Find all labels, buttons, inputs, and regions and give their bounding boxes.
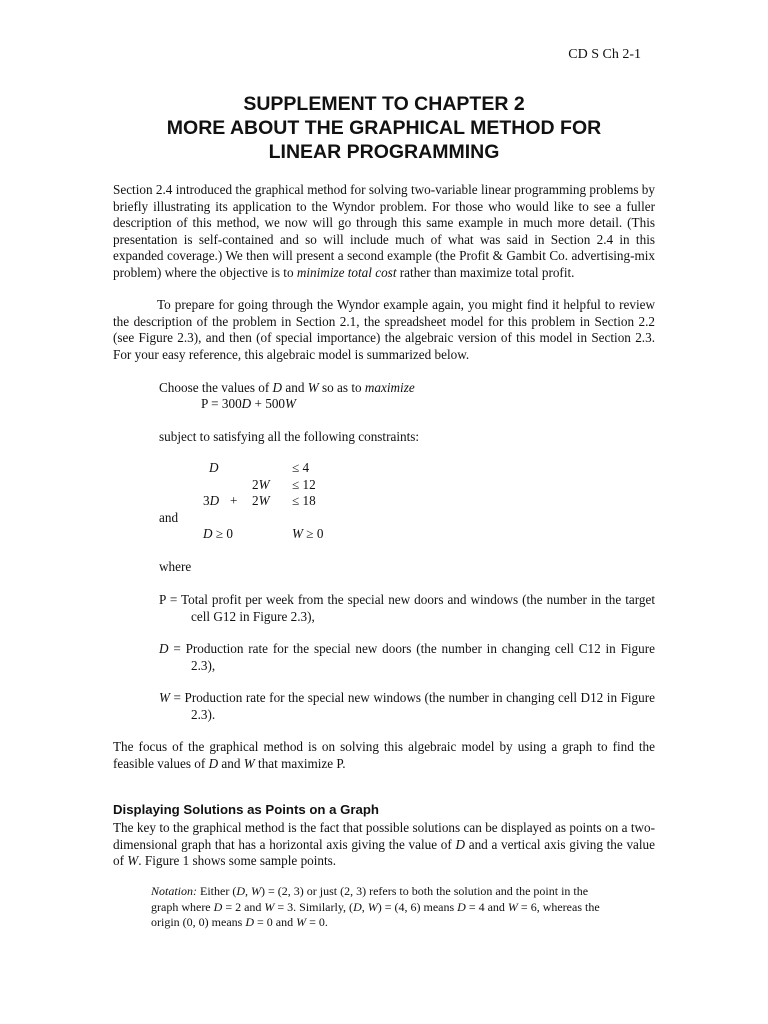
text-fragment: and	[218, 755, 244, 771]
maximize-emphasis: maximize	[364, 380, 415, 395]
definition-w	[159, 690, 655, 723]
text-fragment: ≥ 0	[212, 526, 233, 541]
page-header: CD S Ch 2-1	[568, 47, 641, 62]
objective-statement	[159, 380, 415, 397]
text-fragment: ) = (2, 3) or just (2, 3) refers to both the solution and the point in the graph where	[151, 884, 589, 914]
definition-text: = Production rate for the special new windows (the number in changing cell D12 in Figure 2.3).	[170, 690, 655, 722]
variable-w: W	[507, 899, 518, 914]
text-fragment: = 0 and	[253, 915, 297, 930]
text-fragment: and	[282, 380, 308, 395]
variable-w: W	[307, 380, 319, 395]
text-fragment: ) = (4, 6) means	[377, 899, 458, 914]
where-label: where	[159, 559, 192, 574]
variable-d: D	[353, 899, 362, 914]
constraint-2-lhs	[252, 477, 270, 493]
symbol-d: D	[159, 641, 169, 656]
variable-w: W	[251, 884, 262, 898]
intro-paragraph-1	[113, 182, 655, 282]
intro-text-a: Section 2.4 introduced the graphical method for solving two-variable linear programming problems by briefly illustrating its application to the Wyndor problem. For those who would like to see a fuller description of this method, we now will go through this same example in much more detail. (This presentation is self-contained and so will include much of what was said in Section 2.4 in this expanded coverage.) We then will present a second example (the Profit & Gambit Co. advertising-mix problem) where the objective is to	[113, 182, 655, 280]
definition-p	[159, 592, 655, 625]
title-line-3: LINEAR PROGRAMMING	[268, 141, 500, 163]
text-fragment: Either (	[197, 884, 237, 898]
definition-d	[159, 641, 655, 674]
text-fragment: + 500	[251, 396, 286, 411]
notation-label: Notation:	[151, 884, 198, 898]
constraint-1-rhs: ≤ 4	[292, 460, 310, 475]
text-fragment: = 6, whereas the origin (0, 0) means	[151, 899, 600, 930]
title-line-1: SUPPLEMENT TO CHAPTER 2	[243, 93, 525, 115]
text-fragment: ,	[245, 884, 252, 898]
variable-d: D	[245, 915, 254, 930]
nonneg-d	[203, 526, 233, 542]
text-fragment: so as to	[318, 380, 365, 395]
definition-text: = Total profit per week from the special new doors and windows (the number in the target cell G12 in Figure 2.3),	[165, 592, 655, 624]
minimize-total-cost-emphasis: minimize total cost	[296, 264, 397, 280]
text-fragment: = 3. Similarly, (	[274, 899, 354, 914]
text-fragment: ≥ 0	[303, 526, 324, 541]
text-fragment: The focus of the graphical method is on solving this algebraic model by using a graph to find the feasible values of	[113, 739, 655, 771]
symbol-w: W	[159, 690, 170, 705]
constraint-3-w-term	[252, 493, 270, 509]
text-fragment: that maximize P.	[254, 755, 346, 771]
variable-d: D	[236, 884, 246, 898]
variable-w: W	[367, 899, 378, 914]
text-fragment: Choose the values of	[159, 380, 273, 395]
intro-text-b: rather than maximize total profit.	[396, 264, 575, 280]
variable-w: W	[127, 853, 139, 869]
nonneg-w	[292, 526, 323, 542]
text-fragment: 3	[203, 493, 210, 508]
text-fragment: and a vertical axis giving the value of	[113, 836, 655, 869]
intro-paragraph-2: To prepare for going through the Wyndor example again, you might find it helpful to review the description of the problem in Section 2.1, the spreadsheet model for this problem in Section 2.2 (see Figure 2.3), and then (of special importance) the algebraic version of this model in Section 2.3. For your easy reference, this algebraic model is summarized below.	[113, 297, 655, 362]
constraint-3-plus: +	[230, 493, 238, 508]
constraint-1-var-d: D	[209, 460, 219, 475]
subject-to-label: subject to satisfying all the following constraints:	[159, 429, 420, 444]
text-fragment: ,	[361, 899, 368, 914]
focus-paragraph	[113, 739, 655, 772]
definition-text: = Production rate for the special new doors (the number in changing cell C12 in Figure 2.3),	[168, 641, 655, 673]
text-fragment: = 0.	[306, 915, 328, 930]
text-fragment: = 2 and	[222, 899, 265, 914]
text-fragment: P = 300	[201, 396, 242, 411]
text-fragment: The key to the graphical method is the fact that possible solutions can be displayed as points on a two-dimensional graph that has a horizontal axis giving the value of	[113, 820, 655, 852]
and-label: and	[159, 510, 179, 525]
text-fragment: 2	[252, 477, 259, 492]
variable-d: D	[208, 755, 219, 771]
variable-w: W	[264, 899, 275, 914]
objective-function	[201, 396, 296, 413]
variable-d: D	[455, 836, 466, 852]
constraint-3-rhs: ≤ 18	[292, 493, 316, 508]
variable-d: D	[203, 526, 213, 541]
variable-w: W	[258, 493, 270, 508]
variable-w: W	[243, 755, 255, 771]
variable-w: W	[285, 396, 297, 411]
constraint-2-rhs: ≤ 12	[292, 477, 316, 492]
variable-d: D	[209, 493, 220, 508]
text-fragment: . Figure 1 shows some sample points.	[138, 853, 337, 869]
variable-w: W	[292, 526, 303, 541]
variable-w: W	[296, 915, 307, 930]
title-line-2: MORE ABOUT THE GRAPHICAL METHOD FOR	[166, 117, 602, 139]
variable-d: D	[241, 396, 252, 411]
variable-d: D	[457, 899, 466, 914]
symbol-p: P	[159, 592, 166, 607]
section-heading: Displaying Solutions as Points on a Graph	[113, 802, 379, 817]
chapter-title	[113, 92, 655, 164]
notation-note	[151, 884, 611, 931]
variable-w: W	[258, 477, 270, 492]
text-fragment: = 4 and	[465, 899, 508, 914]
text-fragment: 2	[252, 493, 259, 508]
section-paragraph	[113, 820, 655, 870]
constraint-3-d-term	[203, 493, 219, 509]
variable-d: D	[272, 380, 283, 395]
variable-d: D	[213, 899, 223, 914]
